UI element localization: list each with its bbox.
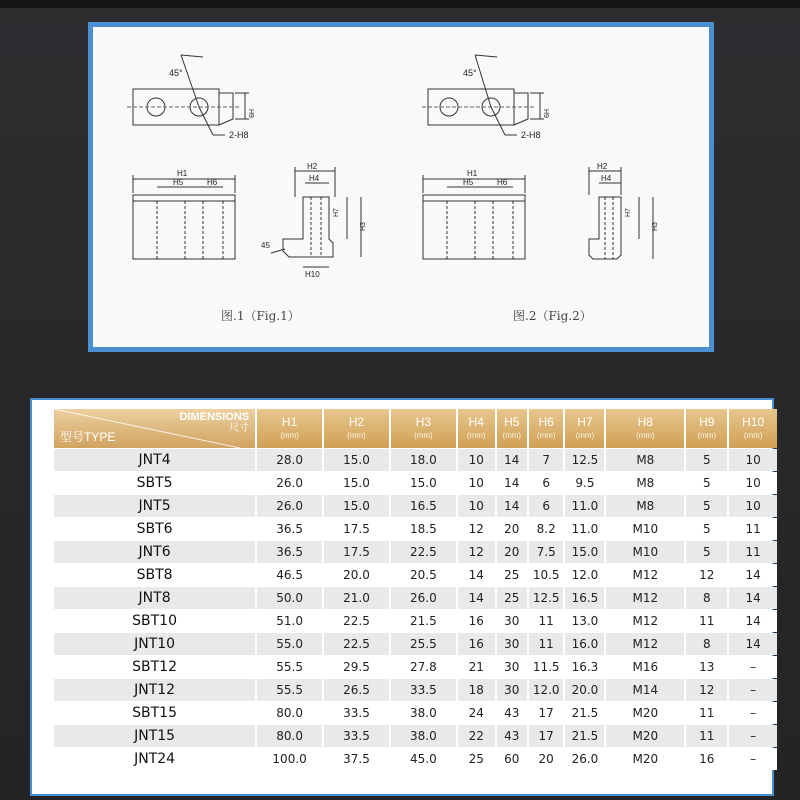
value-cell-h2: 15.0 [324, 495, 389, 517]
value-cell-h6: 11.5 [529, 656, 564, 678]
value-cell-h7: 16.3 [565, 656, 604, 678]
unit-h4: (mm) [466, 430, 486, 440]
value-cell-h9: 8 [686, 633, 727, 655]
fig2-h4-label: H4 [601, 174, 612, 183]
fig2-h7-label: H7 [625, 208, 632, 217]
value-cell-h10: – [729, 748, 777, 770]
value-cell-h4: 10 [458, 495, 495, 517]
value-cell-h9: 8 [686, 587, 727, 609]
value-cell-h2: 21.0 [324, 587, 389, 609]
value-cell-h4: 25 [458, 748, 495, 770]
value-cell-h5: 30 [497, 633, 527, 655]
value-cell-h7: 11.0 [565, 518, 604, 540]
value-cell-h9: 5 [686, 495, 727, 517]
model-cell: SBT5 [54, 472, 255, 494]
value-cell-h4: 12 [458, 541, 495, 563]
table-row [54, 748, 777, 770]
value-cell-h3: 20.5 [391, 564, 456, 586]
value-cell-h7: 12.0 [565, 564, 604, 586]
value-cell-h9: 5 [686, 518, 727, 540]
header-h7: H7 (mm) [565, 409, 604, 448]
value-cell-h6: 11 [529, 633, 564, 655]
value-cell-h1: 55.5 [257, 679, 322, 701]
figure-panel [88, 22, 714, 352]
value-cell-h2: 26.5 [324, 679, 389, 701]
value-cell-h7: 20.0 [565, 679, 604, 701]
value-cell-h9: 11 [686, 610, 727, 632]
header-corner [54, 409, 255, 448]
value-cell-h9: 11 [686, 702, 727, 724]
value-cell-h3: 18.5 [391, 518, 456, 540]
value-cell-h3: 25.5 [391, 633, 456, 655]
value-cell-h4: 12 [458, 518, 495, 540]
fig1-h7-label: H7 [333, 208, 340, 217]
value-cell-h10: 10 [729, 449, 777, 471]
value-cell-h7: 13.0 [565, 610, 604, 632]
value-cell-h1: 55.0 [257, 633, 322, 655]
value-cell-h1: 46.5 [257, 564, 322, 586]
value-cell-h8: M12 [606, 587, 684, 609]
unit-h9: (mm) [697, 430, 717, 440]
value-cell-h2: 15.0 [324, 449, 389, 471]
value-cell-h4: 16 [458, 633, 495, 655]
table-row [54, 587, 777, 609]
fig1-h3-label: H3 [360, 222, 367, 231]
header-h6: H6 (mm) [529, 409, 564, 448]
value-cell-h1: 100.0 [257, 748, 322, 770]
value-cell-h3: 33.5 [391, 679, 456, 701]
value-cell-h8: M12 [606, 610, 684, 632]
value-cell-h2: 37.5 [324, 748, 389, 770]
fig1-h4-label: H4 [309, 174, 320, 183]
value-cell-h2: 17.5 [324, 518, 389, 540]
fig1-caption: 图.1（Fig.1） [221, 309, 300, 323]
fig1-front-view [133, 175, 235, 259]
model-cell: SBT15 [54, 702, 255, 724]
fig1-top-view [127, 55, 249, 135]
value-cell-h8: M10 [606, 541, 684, 563]
table-row [54, 472, 777, 494]
table-row [54, 633, 777, 655]
value-cell-h7: 26.0 [565, 748, 604, 770]
value-cell-h8: M12 [606, 633, 684, 655]
model-cell: SBT8 [54, 564, 255, 586]
model-cell: JNT8 [54, 587, 255, 609]
value-cell-h8: M20 [606, 725, 684, 747]
fig1-h5-label: H5 [173, 178, 184, 187]
value-cell-h8: M16 [606, 656, 684, 678]
value-cell-h1: 26.0 [257, 472, 322, 494]
table-row [54, 541, 777, 563]
value-cell-h5: 14 [497, 449, 527, 471]
value-cell-h5: 25 [497, 564, 527, 586]
value-cell-h1: 36.5 [257, 541, 322, 563]
value-cell-h8: M20 [606, 702, 684, 724]
fig2-h1-label: H1 [467, 169, 478, 178]
value-cell-h6: 11 [529, 610, 564, 632]
value-cell-h2: 20.0 [324, 564, 389, 586]
fig1-h6-label: H6 [207, 178, 218, 187]
value-cell-h6: 7 [529, 449, 564, 471]
value-cell-h2: 33.5 [324, 702, 389, 724]
table-row [54, 518, 777, 540]
value-cell-h5: 30 [497, 610, 527, 632]
value-cell-h3: 16.5 [391, 495, 456, 517]
unit-h8: (mm) [635, 430, 655, 440]
value-cell-h5: 30 [497, 679, 527, 701]
value-cell-h4: 14 [458, 564, 495, 586]
table-header-row [54, 409, 777, 448]
value-cell-h8: M8 [606, 449, 684, 471]
value-cell-h2: 22.5 [324, 610, 389, 632]
value-cell-h5: 14 [497, 472, 527, 494]
unit-h2: (mm) [347, 430, 366, 440]
model-cell: JNT10 [54, 633, 255, 655]
header-type: 型号TYPE [60, 430, 116, 444]
header-h4: H4 (mm) [458, 409, 495, 448]
value-cell-h5: 20 [497, 518, 527, 540]
fig1-h10-label: H10 [305, 270, 320, 279]
fig1-h1-label: H1 [177, 169, 188, 178]
value-cell-h3: 18.0 [391, 449, 456, 471]
value-cell-h3: 22.5 [391, 541, 456, 563]
value-cell-h4: 10 [458, 449, 495, 471]
unit-h7: (mm) [575, 430, 595, 440]
value-cell-h6: 6 [529, 472, 564, 494]
fig2-h3-label: H3 [652, 222, 659, 231]
value-cell-h6: 8.2 [529, 518, 564, 540]
value-cell-h8: M14 [606, 679, 684, 701]
unit-h1: (mm) [280, 430, 299, 440]
value-cell-h6: 20 [529, 748, 564, 770]
value-cell-h4: 22 [458, 725, 495, 747]
model-cell: JNT15 [54, 725, 255, 747]
value-cell-h2: 17.5 [324, 541, 389, 563]
value-cell-h10: 14 [729, 610, 777, 632]
spec-table-panel [30, 398, 774, 796]
value-cell-h9: 5 [686, 541, 727, 563]
model-cell: SBT12 [54, 656, 255, 678]
model-cell: SBT6 [54, 518, 255, 540]
value-cell-h7: 9.5 [565, 472, 604, 494]
model-cell: JNT12 [54, 679, 255, 701]
table-body [54, 449, 777, 770]
value-cell-h5: 43 [497, 702, 527, 724]
table-row [54, 702, 777, 724]
model-cell: SBT10 [54, 610, 255, 632]
value-cell-h6: 17 [529, 725, 564, 747]
value-cell-h2: 22.5 [324, 633, 389, 655]
value-cell-h8: M10 [606, 518, 684, 540]
value-cell-h10: 11 [729, 518, 777, 540]
value-cell-h3: 38.0 [391, 702, 456, 724]
value-cell-h10: 14 [729, 564, 777, 586]
value-cell-h6: 17 [529, 702, 564, 724]
value-cell-h9: 16 [686, 748, 727, 770]
top-band [0, 0, 800, 8]
fig2-h8-label: 2-H8 [521, 130, 541, 140]
value-cell-h7: 12.5 [565, 449, 604, 471]
value-cell-h6: 12.0 [529, 679, 564, 701]
value-cell-h3: 45.0 [391, 748, 456, 770]
header-h1: H1 (mm) [257, 409, 322, 448]
fig1-h9-label: H9 [247, 109, 254, 118]
value-cell-h4: 16 [458, 610, 495, 632]
value-cell-h9: 12 [686, 564, 727, 586]
value-cell-h1: 28.0 [257, 449, 322, 471]
value-cell-h9: 12 [686, 679, 727, 701]
model-cell: JNT4 [54, 449, 255, 471]
table-row [54, 449, 777, 471]
header-dimensions: DIMENSIONS 尺寸 [179, 411, 250, 434]
value-cell-h10: – [729, 702, 777, 724]
value-cell-h3: 27.8 [391, 656, 456, 678]
value-cell-h4: 18 [458, 679, 495, 701]
header-h2: H2 (mm) [324, 409, 389, 448]
value-cell-h7: 15.0 [565, 541, 604, 563]
value-cell-h1: 80.0 [257, 725, 322, 747]
value-cell-h7: 21.5 [565, 702, 604, 724]
value-cell-h3: 15.0 [391, 472, 456, 494]
unit-h6: (mm) [536, 430, 556, 440]
value-cell-h6: 10.5 [529, 564, 564, 586]
value-cell-h6: 12.5 [529, 587, 564, 609]
value-cell-h10: – [729, 656, 777, 678]
fig2-angle-label: 45° [463, 68, 477, 78]
unit-h5: (mm) [502, 430, 522, 440]
table-row [54, 679, 777, 701]
table-row [54, 725, 777, 747]
technical-drawings [93, 27, 709, 347]
table-row [54, 564, 777, 586]
fig2-front-view [423, 175, 525, 259]
value-cell-h4: 21 [458, 656, 495, 678]
fig2-side-view [589, 167, 653, 259]
header-h10: H10 (mm) [729, 409, 777, 448]
value-cell-h10: 14 [729, 587, 777, 609]
fig1-side-angle-label: 45 [261, 241, 270, 250]
unit-h3: (mm) [414, 430, 433, 440]
model-cell: JNT6 [54, 541, 255, 563]
value-cell-h1: 80.0 [257, 702, 322, 724]
value-cell-h1: 51.0 [257, 610, 322, 632]
value-cell-h5: 20 [497, 541, 527, 563]
value-cell-h10: 10 [729, 472, 777, 494]
value-cell-h10: – [729, 679, 777, 701]
header-dimensions-cn: 尺寸 [229, 423, 250, 434]
value-cell-h3: 26.0 [391, 587, 456, 609]
spec-table [52, 408, 779, 771]
header-h5: H5 (mm) [497, 409, 527, 448]
value-cell-h9: 5 [686, 449, 727, 471]
value-cell-h9: 13 [686, 656, 727, 678]
value-cell-h4: 14 [458, 587, 495, 609]
value-cell-h5: 43 [497, 725, 527, 747]
value-cell-h7: 21.5 [565, 725, 604, 747]
value-cell-h8: M20 [606, 748, 684, 770]
value-cell-h2: 15.0 [324, 472, 389, 494]
fig1-angle-label: 45° [169, 68, 183, 78]
model-cell: JNT5 [54, 495, 255, 517]
value-cell-h9: 11 [686, 725, 727, 747]
value-cell-h10: 11 [729, 541, 777, 563]
fig2-h5-label: H5 [463, 178, 474, 187]
value-cell-h8: M8 [606, 495, 684, 517]
model-cell: JNT24 [54, 748, 255, 770]
value-cell-h10: – [729, 725, 777, 747]
value-cell-h7: 11.0 [565, 495, 604, 517]
fig2-h9-label: H9 [542, 109, 549, 118]
value-cell-h10: 14 [729, 633, 777, 655]
fig2-h6-label: H6 [497, 178, 508, 187]
fig1-h8-label: 2-H8 [229, 130, 249, 140]
value-cell-h1: 36.5 [257, 518, 322, 540]
value-cell-h3: 21.5 [391, 610, 456, 632]
value-cell-h2: 29.5 [324, 656, 389, 678]
header-h3: H3 (mm) [391, 409, 456, 448]
value-cell-h5: 60 [497, 748, 527, 770]
value-cell-h5: 25 [497, 587, 527, 609]
value-cell-h5: 14 [497, 495, 527, 517]
value-cell-h8: M8 [606, 472, 684, 494]
fig2-caption: 图.2（Fig.2） [513, 309, 592, 323]
value-cell-h1: 55.5 [257, 656, 322, 678]
fig1-h2-label: H2 [307, 162, 318, 171]
fig2-top-view [422, 55, 544, 135]
table-row [54, 656, 777, 678]
value-cell-h6: 7.5 [529, 541, 564, 563]
value-cell-h7: 16.5 [565, 587, 604, 609]
table-row [54, 610, 777, 632]
value-cell-h4: 24 [458, 702, 495, 724]
figure-canvas [93, 27, 709, 347]
value-cell-h6: 6 [529, 495, 564, 517]
value-cell-h3: 38.0 [391, 725, 456, 747]
value-cell-h8: M12 [606, 564, 684, 586]
header-h8: H8 (mm) [606, 409, 684, 448]
table-row [54, 495, 777, 517]
value-cell-h1: 50.0 [257, 587, 322, 609]
value-cell-h2: 33.5 [324, 725, 389, 747]
value-cell-h1: 26.0 [257, 495, 322, 517]
fig2-h2-label: H2 [597, 162, 608, 171]
value-cell-h5: 30 [497, 656, 527, 678]
value-cell-h9: 5 [686, 472, 727, 494]
header-h9: H9 (mm) [686, 409, 727, 448]
unit-h10: (mm) [743, 430, 763, 440]
value-cell-h7: 16.0 [565, 633, 604, 655]
value-cell-h4: 10 [458, 472, 495, 494]
value-cell-h10: 10 [729, 495, 777, 517]
